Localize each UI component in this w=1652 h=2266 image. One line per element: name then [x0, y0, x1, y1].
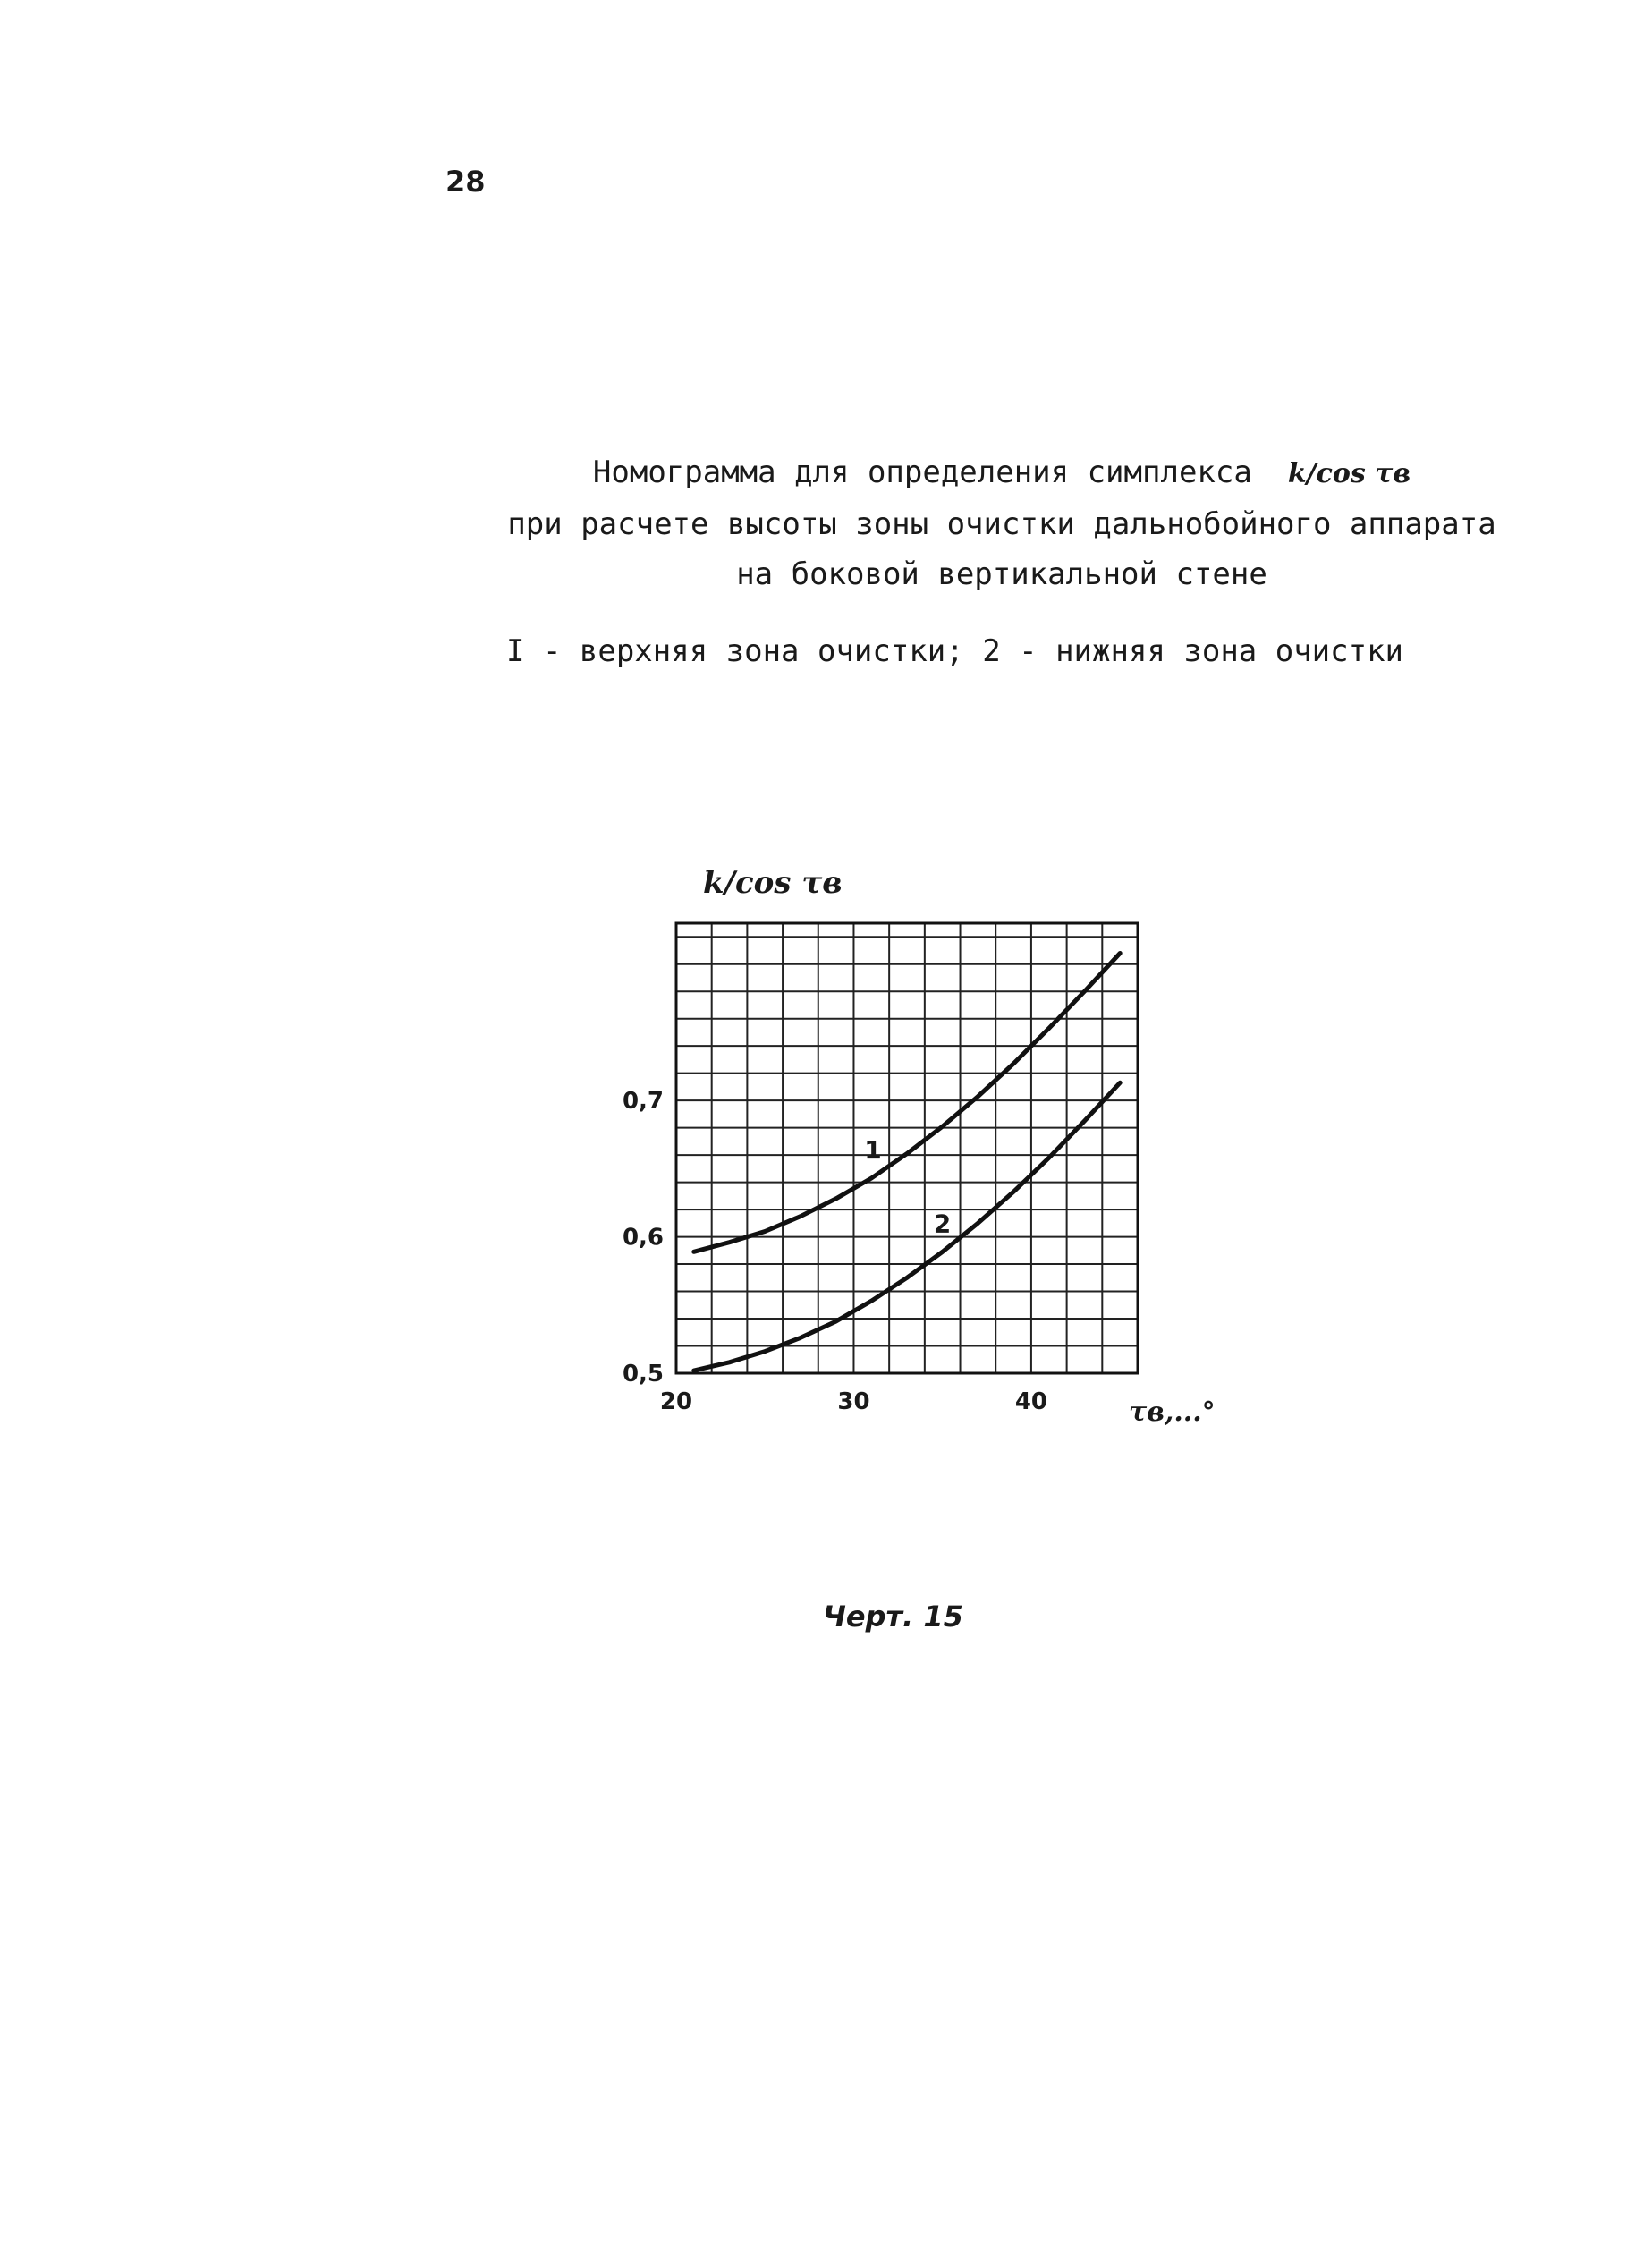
page-number: 28: [445, 165, 486, 199]
series-label-2: 2: [933, 1209, 952, 1239]
x-tick-label: 20: [659, 1388, 693, 1415]
series-line-1: [694, 954, 1120, 1252]
title-line-3: на боковой вертикальной стене: [736, 556, 1267, 592]
x-axis-label: τв,...°: [1129, 1396, 1216, 1428]
title-text-1: Номограмма для определения симплекса: [592, 454, 1252, 490]
chart-curves: [694, 954, 1120, 1371]
chart-ticks: [623, 1088, 1047, 1415]
x-tick-label: 30: [837, 1388, 870, 1415]
legend-text: I - верхняя зона очистки; 2 - нижняя зона очистки: [506, 633, 1404, 669]
y-tick-label: 0,7: [622, 1088, 664, 1116]
figure-caption: Черт. 15: [823, 1600, 963, 1634]
y-axis-label: k/cos τв: [703, 865, 843, 901]
title-line-2: при расчете высоты зоны очистки дальнобойного аппарата: [507, 506, 1496, 542]
series-label-1: 1: [864, 1135, 882, 1166]
title-symbol: k/cos τв: [1287, 458, 1411, 489]
y-tick-label: 0,5: [622, 1361, 664, 1388]
series-line-2: [694, 1082, 1120, 1371]
x-tick-label: 40: [1014, 1388, 1048, 1415]
y-tick-label: 0,6: [622, 1224, 664, 1252]
chart-grid: [676, 923, 1138, 1373]
